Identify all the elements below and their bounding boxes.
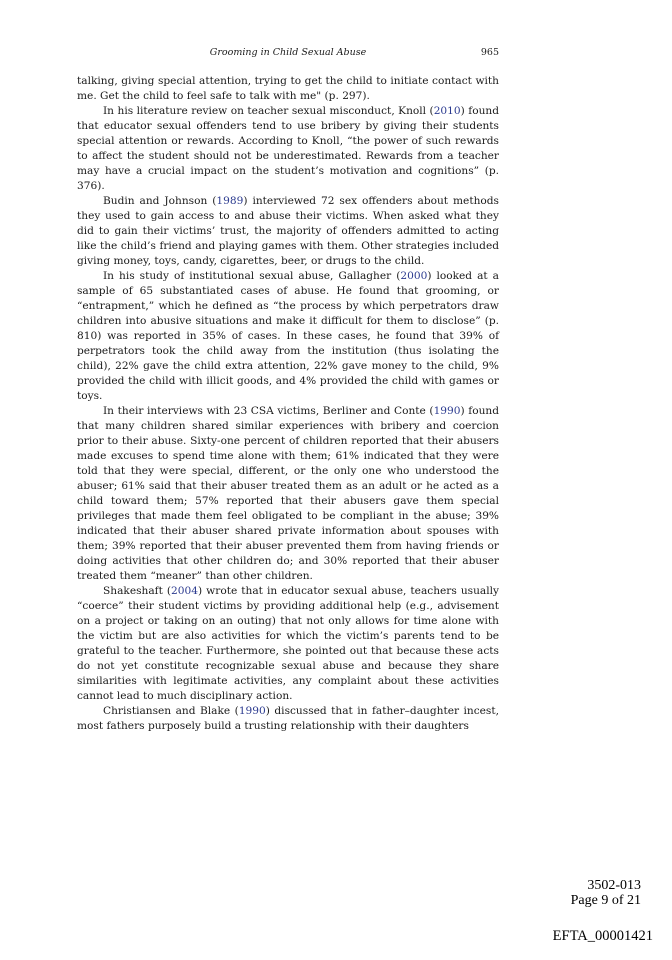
paragraph (77, 269, 499, 404)
paragraph-text: talking, giving special attention, trying to get the child to initiate contact with me. Get the child to feel safe to talk with me" (p. 297). (77, 75, 499, 102)
paragraph-text: ) found that educator sexual offenders tend to use bribery by giving their students special attention or rewards. According to Knoll, “the power of such rewards to affect the student should not be underestimated. Rewards from a teacher may have a crucial impact on the student’s motivation and cognitions” (p. 376). (77, 105, 499, 192)
citation-link[interactable]: 2004 (171, 585, 198, 597)
citation-link[interactable]: 2010 (433, 105, 461, 117)
paragraph-text: In his literature review on teacher sexual misconduct, Knoll ( (103, 105, 434, 117)
citation-link[interactable]: 1990 (433, 405, 461, 417)
paragraph (77, 704, 499, 734)
paragraph-text: ) interviewed 72 sex offenders about methods they used to gain access to and abuse their victims. When asked what they did to gain their victims’ trust, the majority of offenders admitted to acting like the child’s friend and playing games with them. Other strategies included giving money, toys, candy, cigarettes, beer, or drugs to the child. (77, 195, 499, 267)
paragraph (77, 194, 499, 269)
paragraph-text: In his study of institutional sexual abuse, Gallagher ( (103, 270, 401, 282)
running-title: Grooming in Child Sexual Abuse (209, 47, 367, 58)
paragraph (77, 404, 499, 584)
document-stamp (571, 878, 641, 908)
paragraph-text: ) wrote that in educator sexual abuse, teachers usually “coerce” their student victims by providing additional help (e.g., advisement on a project or taking on an outing) that not only allows for time alone with the victim but are also activities for which the victim’s parents tend to be grateful to the teacher. Furthermore, she pointed out that because these acts do not yet constitute recognizable sexual abuse and because they share similarities with legitimate activities, any complaint about these activities cannot lead to much disciplinary action. (77, 585, 499, 702)
paragraph-text: ) looked at a sample of 65 substantiated cases of abuse. He found that grooming, or “entrapment,” which he defined as “the process by which perpetrators draw children into abusive situations and make it difficult for them to disclose” (p. 810) was reported in 35% of cases. In these cases, he found that 39% of perpetrators took the child away from the institution (thus isolating the child), 22% gave the child extra attention, 22% gave money to the child, 9% provided the child with illicit goods, and 4% provided the child with games or toys. (77, 270, 499, 402)
paragraph-text: Budin and Johnson ( (103, 195, 217, 207)
paragraph-text: Shakeshaft ( (103, 585, 172, 597)
page-of: Page 9 of 21 (570, 893, 641, 908)
paragraph-text: ) discussed that in father–daughter incest, most fathers purposely build a trusting relationship with their daughters (77, 705, 499, 732)
paragraph (77, 74, 499, 104)
paragraph (77, 104, 499, 194)
paragraph-text: Christiansen and Blake ( (103, 705, 239, 717)
running-header (77, 47, 499, 61)
citation-link[interactable]: 2000 (400, 270, 428, 282)
doc-id: 3502-013 (587, 878, 641, 893)
citation-link[interactable]: 1990 (238, 705, 266, 717)
paragraph-text: ) found that many children shared similar experiences with bribery and coercion prior to their abuse. Sixty-one percent of children reported that their abusers made excuses to spend time alone with them; 61% indicated that they were told that they were special, different, or the only one who understood the abuser; 61% said that their abuser treated them as an adult or he acted as a child toward them; 57% reported that their abusers gave them special privileges that made them feel obligated to be compliant in the abuse; 39% indicated that their abuser shared private information about spouses with them; 39% reported that their abuser prevented them from having friends or doing activities that other children do; and 30% reported that their abuser treated them “meaner” than other children. (77, 405, 499, 582)
paragraph (77, 584, 499, 704)
citation-link[interactable]: 1989 (216, 195, 244, 207)
paragraph-text: In their interviews with 23 CSA victims, Berliner and Conte ( (103, 405, 434, 417)
page-number: 965 (480, 47, 499, 58)
efta-number: EFTA_00001421 (552, 928, 653, 944)
article-body (77, 74, 499, 734)
